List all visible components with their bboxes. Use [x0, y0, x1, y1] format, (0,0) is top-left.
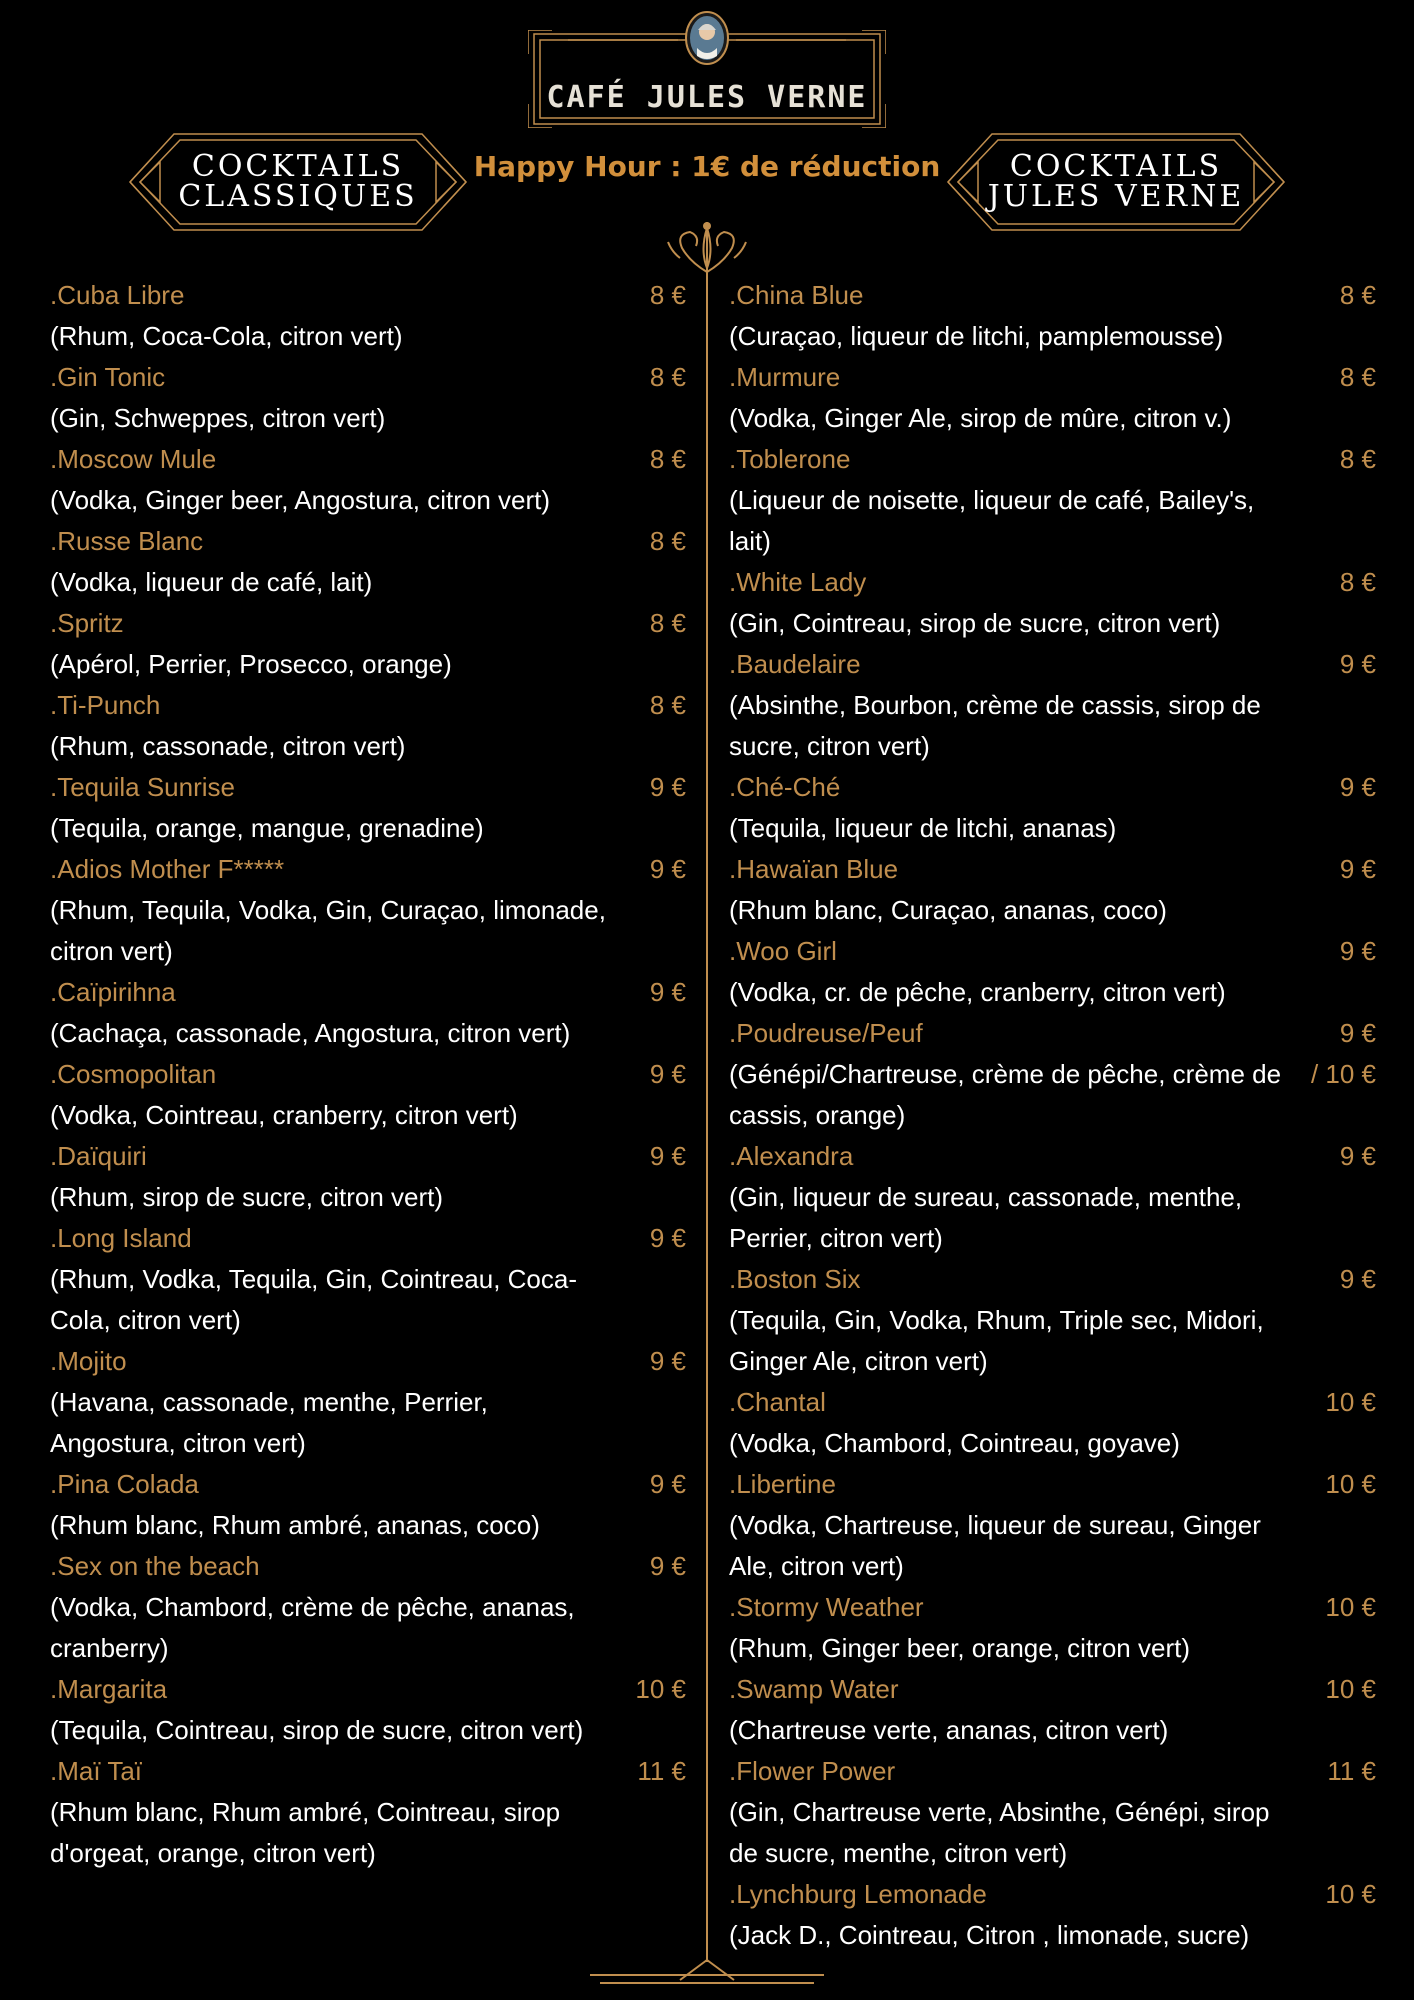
menu-item — [50, 357, 686, 439]
price-value: 9 € — [649, 1059, 686, 1089]
price-value: 8 € — [649, 690, 686, 720]
cocktail-name: .Swamp Water — [729, 1674, 899, 1704]
menu-item — [729, 767, 1376, 849]
price-value: 8 € — [1339, 567, 1376, 597]
cocktail-name: .Pina Colada — [50, 1469, 199, 1499]
cocktail-ingredients: (Tequila, Gin, Vodka, Rhum, Triple sec, Midori, Ginger Ale, citron vert) — [729, 1305, 1264, 1376]
price-value: 8 € — [649, 362, 686, 392]
menu-item — [729, 1669, 1376, 1751]
cocktail-name: .Cuba Libre — [50, 280, 185, 310]
price-value: 9 € — [649, 772, 686, 802]
cocktail-name: .Spritz — [50, 608, 124, 638]
cocktail-price — [650, 439, 686, 480]
menu-item — [729, 1464, 1376, 1587]
menu-item — [50, 1341, 686, 1464]
cocktail-name: .Ti-Punch — [50, 690, 161, 720]
price-value: 10 € — [635, 1674, 686, 1704]
price-value: 10 € — [1325, 1879, 1376, 1909]
cocktail-price — [1325, 1464, 1376, 1505]
cocktail-name: .Russe Blanc — [50, 526, 204, 556]
price-value: 8 € — [649, 444, 686, 474]
jules-verne-cocktails-list — [729, 275, 1376, 1956]
cocktail-price — [650, 1054, 686, 1095]
cocktail-price — [1325, 1874, 1376, 1915]
cocktail-ingredients: (Apérol, Perrier, Prosecco, orange) — [50, 649, 452, 679]
cocktail-ingredients: (Vodka, cr. de pêche, cranberry, citron vert) — [729, 977, 1226, 1007]
cocktail-name: .Flower Power — [729, 1756, 896, 1786]
cocktail-price — [650, 849, 686, 890]
banner-right-line1: COCKTAILS — [1009, 149, 1223, 184]
cocktail-price — [635, 1669, 686, 1710]
cocktail-price — [1340, 439, 1376, 480]
price-value: 9 € — [649, 1551, 686, 1581]
cocktail-price — [1325, 1382, 1376, 1423]
menu-item — [729, 1013, 1376, 1136]
price-value: 8 € — [649, 280, 686, 310]
banner-left-line1: COCKTAILS — [191, 149, 405, 184]
price-value: 9 € — [1339, 936, 1376, 966]
cocktail-price — [650, 1464, 686, 1505]
cocktail-ingredients: (Rhum blanc, Rhum ambré, ananas, coco) — [50, 1510, 540, 1540]
cocktail-ingredients: (Rhum blanc, Rhum ambré, Cointreau, sirop d'orgeat, orange, citron vert) — [50, 1797, 561, 1868]
price-value: 9 € — [1339, 854, 1376, 884]
price-value: 9 € — [1339, 1141, 1376, 1171]
cocktail-ingredients: (Vodka, Chambord, crème de pêche, ananas, cranberry) — [50, 1592, 575, 1663]
cocktail-ingredients: (Rhum blanc, Curaçao, ananas, coco) — [729, 895, 1167, 925]
cocktail-name: .Margarita — [50, 1674, 168, 1704]
price-value: 8 € — [649, 526, 686, 556]
cocktail-price — [1340, 767, 1376, 808]
menu-item — [729, 1259, 1376, 1382]
price-value: 9 € — [649, 1346, 686, 1376]
cocktail-ingredients: (Tequila, liqueur de litchi, ananas) — [729, 813, 1117, 843]
cocktail-ingredients: (Génépi/Chartreuse, crème de pêche, crème de cassis, orange) — [729, 1059, 1282, 1130]
cocktail-ingredients: (Gin, liqueur de sureau, cassonade, menthe, Perrier, citron vert) — [729, 1182, 1243, 1253]
cocktail-ingredients: (Vodka, Ginger beer, Angostura, citron vert) — [50, 485, 551, 515]
cocktail-ingredients: (Vodka, Chambord, Cointreau, goyave) — [729, 1428, 1180, 1458]
cocktail-price — [1340, 357, 1376, 398]
cocktail-price — [1340, 1259, 1376, 1300]
cocktail-ingredients: (Vodka, Chartreuse, liqueur de sureau, Ginger Ale, citron vert) — [729, 1510, 1261, 1581]
cocktail-ingredients: (Liqueur de noisette, liqueur de café, Bailey's, lait) — [729, 485, 1255, 556]
price-value: 10 € — [1325, 1387, 1376, 1417]
cocktail-name: .Daïquiri — [50, 1141, 147, 1171]
price-value: 11 € — [1327, 1756, 1376, 1786]
cocktail-name: .Adios Mother F***** — [50, 854, 285, 884]
cocktail-ingredients: (Tequila, orange, mangue, grenadine) — [50, 813, 484, 843]
menu-item — [50, 1054, 686, 1136]
cafe-name: CAFÉ JULES VERNE — [546, 80, 868, 115]
price-value: 8 € — [1339, 444, 1376, 474]
price-value: 9 € — [649, 1223, 686, 1253]
cocktail-name: .Chantal — [729, 1387, 826, 1417]
price-value: 8 € — [1339, 280, 1376, 310]
price-value: 8 € — [1339, 362, 1376, 392]
menu-item — [50, 439, 686, 521]
cocktail-ingredients: (Absinthe, Bourbon, crème de cassis, sirop de sucre, citron vert) — [729, 690, 1261, 761]
cocktail-ingredients: (Vodka, Cointreau, cranberry, citron vert) — [50, 1100, 518, 1130]
cocktail-price — [1340, 931, 1376, 972]
menu-item — [50, 1546, 686, 1669]
cocktail-name: .Murmure — [729, 362, 841, 392]
menu-item — [729, 1874, 1376, 1956]
cocktail-ingredients: (Jack D., Cointreau, Citron , limonade, sucre) — [729, 1920, 1250, 1950]
menu-item — [50, 603, 686, 685]
cocktail-price — [1340, 849, 1376, 890]
price-value: 8 € — [649, 608, 686, 638]
cocktail-name: .Poudreuse/Peuf — [729, 1018, 923, 1048]
cocktail-ingredients: (Curaçao, liqueur de litchi, pamplemousse) — [729, 321, 1224, 351]
cocktail-price — [1340, 562, 1376, 603]
cocktail-ingredients: (Rhum, cassonade, citron vert) — [50, 731, 406, 761]
menu-item — [729, 1382, 1376, 1464]
cocktail-name: .Baudelaire — [729, 649, 861, 679]
cocktail-price — [650, 521, 686, 562]
menu-item — [50, 1218, 686, 1341]
price-value: 9 € — [1339, 1018, 1376, 1048]
cocktail-ingredients: (Gin, Cointreau, sirop de sucre, citron vert) — [729, 608, 1221, 638]
cocktail-price — [1325, 1587, 1376, 1628]
cocktail-name: .Hawaïan Blue — [729, 854, 899, 884]
happy-hour-notice: Happy Hour : 1€ de réduction — [473, 150, 941, 183]
cocktail-name: .Ché-Ché — [729, 772, 841, 802]
menu-item — [729, 562, 1376, 644]
menu-item — [729, 357, 1376, 439]
cocktail-price — [650, 357, 686, 398]
menu-item — [50, 972, 686, 1054]
banner-right-line2: JULES VERNE — [987, 179, 1245, 214]
cocktail-price — [650, 685, 686, 726]
cocktail-price — [1327, 1751, 1376, 1792]
price-value: 9 € — [649, 854, 686, 884]
menu-item — [50, 521, 686, 603]
cocktail-name: .Woo Girl — [729, 936, 837, 966]
menu-item — [50, 767, 686, 849]
cocktail-ingredients: (Havana, cassonade, menthe, Perrier, Angostura, citron vert) — [50, 1387, 488, 1458]
cocktail-name: .Mojito — [50, 1346, 127, 1376]
cocktail-name: .Caïpirihna — [50, 977, 176, 1007]
cocktail-name: .Moscow Mule — [50, 444, 217, 474]
banner-left-line2: CLASSIQUES — [178, 179, 418, 214]
cocktail-ingredients: (Rhum, Ginger beer, orange, citron vert) — [729, 1633, 1190, 1663]
cocktail-name: .Libertine — [729, 1469, 836, 1499]
cocktail-price — [1340, 275, 1376, 316]
cocktail-name: .Maï Taï — [50, 1756, 143, 1786]
cocktail-ingredients: (Cachaça, cassonade, Angostura, citron vert) — [50, 1018, 571, 1048]
menu-item — [729, 439, 1376, 562]
cocktail-price — [1340, 644, 1376, 685]
price-value: 9 € — [1339, 1264, 1376, 1294]
menu-item — [50, 1669, 686, 1751]
cocktail-name: .Gin Tonic — [50, 362, 166, 392]
menu-item — [50, 849, 686, 972]
cocktail-price — [650, 1341, 686, 1382]
cocktail-name: .Stormy Weather — [729, 1592, 924, 1622]
cocktail-name: .White Lady — [729, 567, 867, 597]
cocktail-price — [1340, 1136, 1376, 1177]
cocktail-name: .China Blue — [729, 280, 864, 310]
cocktail-price — [650, 1546, 686, 1587]
menu-item — [50, 1136, 686, 1218]
cocktail-name: .Alexandra — [729, 1141, 854, 1171]
cocktail-price — [1311, 1013, 1376, 1095]
cocktail-name: .Cosmopolitan — [50, 1059, 217, 1089]
price-value: 9 € — [649, 977, 686, 1007]
cocktail-price — [1325, 1669, 1376, 1710]
cocktail-ingredients: (Chartreuse verte, ananas, citron vert) — [729, 1715, 1169, 1745]
cocktail-price — [650, 972, 686, 1013]
cocktail-price — [637, 1751, 686, 1792]
cocktail-ingredients: (Gin, Schweppes, citron vert) — [50, 403, 386, 433]
cocktail-ingredients: (Rhum, Coca-Cola, citron vert) — [50, 321, 403, 351]
cocktail-name: .Toblerone — [729, 444, 851, 474]
price-value: 9 € — [649, 1469, 686, 1499]
cocktail-price — [650, 767, 686, 808]
menu-item — [50, 1751, 686, 1874]
menu-item — [729, 1587, 1376, 1669]
cocktail-ingredients: (Rhum, sirop de sucre, citron vert) — [50, 1182, 444, 1212]
cocktail-price — [650, 603, 686, 644]
cocktail-ingredients: (Rhum, Vodka, Tequila, Gin, Cointreau, Coca-Cola, citron vert) — [50, 1264, 578, 1335]
menu-item — [50, 1464, 686, 1546]
price-alt-value: / 10 € — [1310, 1059, 1376, 1089]
menu-item — [729, 1751, 1376, 1874]
cocktail-ingredients: (Gin, Chartreuse verte, Absinthe, Génépi, sirop de sucre, menthe, citron vert) — [729, 1797, 1270, 1868]
cocktail-ingredients: (Vodka, liqueur de café, lait) — [50, 567, 373, 597]
menu-item — [729, 849, 1376, 931]
classic-cocktails-list — [50, 275, 686, 1874]
menu-item — [50, 685, 686, 767]
cocktail-name: .Sex on the beach — [50, 1551, 260, 1581]
cocktail-name: .Lynchburg Lemonade — [729, 1879, 987, 1909]
cocktail-name: .Tequila Sunrise — [50, 772, 235, 802]
cocktail-ingredients: (Vodka, Ginger Ale, sirop de mûre, citron v.) — [729, 403, 1232, 433]
cocktail-ingredients: (Rhum, Tequila, Vodka, Gin, Curaçao, limonade, citron vert) — [50, 895, 606, 966]
menu-item — [729, 644, 1376, 767]
price-value: 11 € — [637, 1756, 686, 1786]
cocktail-name: .Boston Six — [729, 1264, 861, 1294]
price-value: 9 € — [1339, 649, 1376, 679]
cocktail-price — [650, 1136, 686, 1177]
cocktail-ingredients: (Tequila, Cointreau, sirop de sucre, citron vert) — [50, 1715, 584, 1745]
price-value: 10 € — [1325, 1674, 1376, 1704]
menu-item — [50, 275, 686, 357]
cocktail-price — [650, 1218, 686, 1259]
price-value: 10 € — [1325, 1592, 1376, 1622]
menu-item — [729, 275, 1376, 357]
cocktail-price — [650, 275, 686, 316]
menu-item — [729, 931, 1376, 1013]
price-value: 9 € — [649, 1141, 686, 1171]
price-value: 10 € — [1325, 1469, 1376, 1499]
price-value: 9 € — [1339, 772, 1376, 802]
cocktail-name: .Long Island — [50, 1223, 192, 1253]
menu-item — [729, 1136, 1376, 1259]
